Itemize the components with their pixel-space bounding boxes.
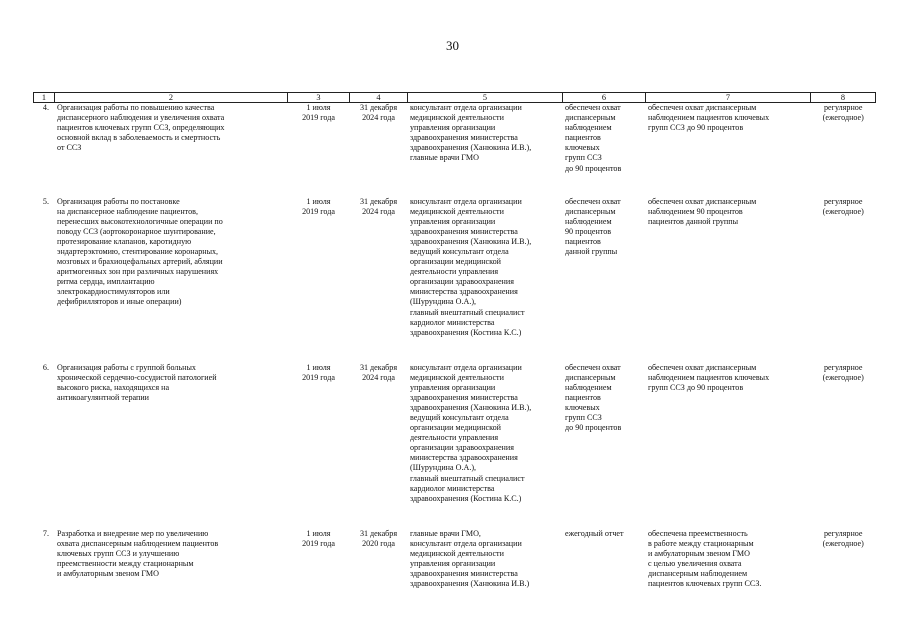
responsible-persons: консультант отдела организации медицинской деятельности управления организации здравоохранения министерства здравоохранения (Ханюкина И.В.), главные врачи ГМО [408, 103, 563, 197]
indicator: обеспечен охват диспансерным наблюдением 90 процентов пациентов данной группы [565, 196, 621, 256]
page-number: 30 [446, 38, 459, 53]
table-row [34, 197, 876, 363]
activity-description: Организация работы по повышению качества диспансерного наблюдения и увеличения охвата пациентов ключевых групп ССЗ, определяющих основной вклад в заболеваемость и смертность от ССЗ [55, 103, 288, 197]
row-number: 5. [42, 196, 49, 206]
end-date: 31 декабря 2024 года [350, 103, 408, 197]
regularity: регулярное (ежегодное) [822, 196, 864, 216]
start-date: 1 июля 2019 года [302, 196, 335, 216]
row-number: 4. [34, 103, 55, 197]
responsible-persons: консультант отдела организации медицинской деятельности управления организации здравоохранения министерства здравоохранения (Ханюкина И.В.), ведущий консультант отдела организации медицинской деятельности управления организации здравоохранения министерства здравоохранения (Шурундина О.А.), главный внештатный специалист кардиолог министерства здравоохранения (Костина К.С.) [410, 362, 532, 503]
column-header: 4 [350, 93, 408, 103]
regularity: регулярное (ежегодное) [822, 528, 864, 548]
column-header: 2 [55, 93, 288, 103]
activity-description: Организация работы по постановке на диспансерное наблюдение пациентов, перенесших высокотехнологичные операции по поводу ССЗ (аортокоронарное шунтирование, протезирование клапанов, каротидную эндартерэктомию, стентирование коронарных, мозговых и брахиоцефальных артерий, абляции аритмогенных зон при различных нарушениях ритма сердца, имплантацию электрокардиостимуляторов или дефибрилляторов и иные операции) [57, 196, 223, 307]
activity-description: Организация работы с группой больных хронической сердечно-сосудистой патологией высокого риска, находящихся на антикоагулянтной терапии [57, 362, 217, 402]
table-row [34, 103, 876, 197]
expected-result: обеспечен охват диспансерным наблюдением пациентов ключевых групп ССЗ до 90 процентов [646, 103, 811, 197]
responsible-persons: главные врачи ГМО, консультант отдела организации медицинской деятельности управления организации здравоохранения министерства здравоохранения (Ханюкина И.В.) [410, 528, 530, 588]
table-row [34, 529, 876, 599]
end-date: 31 декабря 2024 года [359, 362, 398, 382]
expected-result: обеспечен охват диспансерным наблюдением 90 процентов пациентов данной группы [648, 196, 757, 226]
table-row [34, 363, 876, 529]
column-header: 7 [646, 93, 811, 103]
expected-result: обеспечена преемственность в работе между стационарным и амбулаторным звеном ГМО с целью увеличения охвата диспансерным наблюдением пациентов ключевых групп ССЗ. [648, 528, 762, 588]
row-number: 7. [42, 528, 49, 538]
start-date: 1 июля 2019 года [302, 362, 335, 382]
activities-table [33, 92, 876, 599]
activity-description: Разработка и внедрение мер по увеличению охвата диспансерным наблюдением пациентов ключевых групп ССЗ и улучшению преемственности между стационарным и амбулаторным звеном ГМО [57, 528, 219, 578]
column-header: 5 [408, 93, 563, 103]
start-date: 1 июля 2019 года [288, 103, 350, 197]
column-header: 6 [563, 93, 646, 103]
responsible-persons: консультант отдела организации медицинской деятельности управления организации здравоохранения министерства здравоохранения (Ханюкина И.В.), ведущий консультант отдела организации медицинской деятельности управления организации здравоохранения министерства здравоохранения (Шурундина О.А.), главный внештатный специалист кардиолог министерства здравоохранения (Костина К.С.) [410, 196, 532, 337]
column-number-header-row [34, 93, 876, 103]
regularity: регулярное (ежегодное) [811, 103, 876, 197]
column-header: 1 [34, 93, 55, 103]
start-date: 1 июля 2019 года [302, 528, 335, 548]
indicator: ежегодный отчет [565, 528, 624, 538]
expected-result: обеспечен охват диспансерным наблюдением пациентов ключевых групп ССЗ до 90 процентов [648, 362, 770, 392]
row-number: 6. [42, 362, 49, 372]
end-date: 31 декабря 2024 года [359, 196, 398, 216]
end-date: 31 декабря 2020 года [359, 528, 398, 548]
regularity: регулярное (ежегодное) [822, 362, 864, 382]
column-header: 3 [288, 93, 350, 103]
column-header: 8 [811, 93, 876, 103]
indicator: обеспечен охват диспансерным наблюдением пациентов ключевых групп ССЗ до 90 процентов [563, 103, 646, 197]
indicator: обеспечен охват диспансерным наблюдением пациентов ключевых групп ССЗ до 90 процентов [565, 362, 622, 433]
